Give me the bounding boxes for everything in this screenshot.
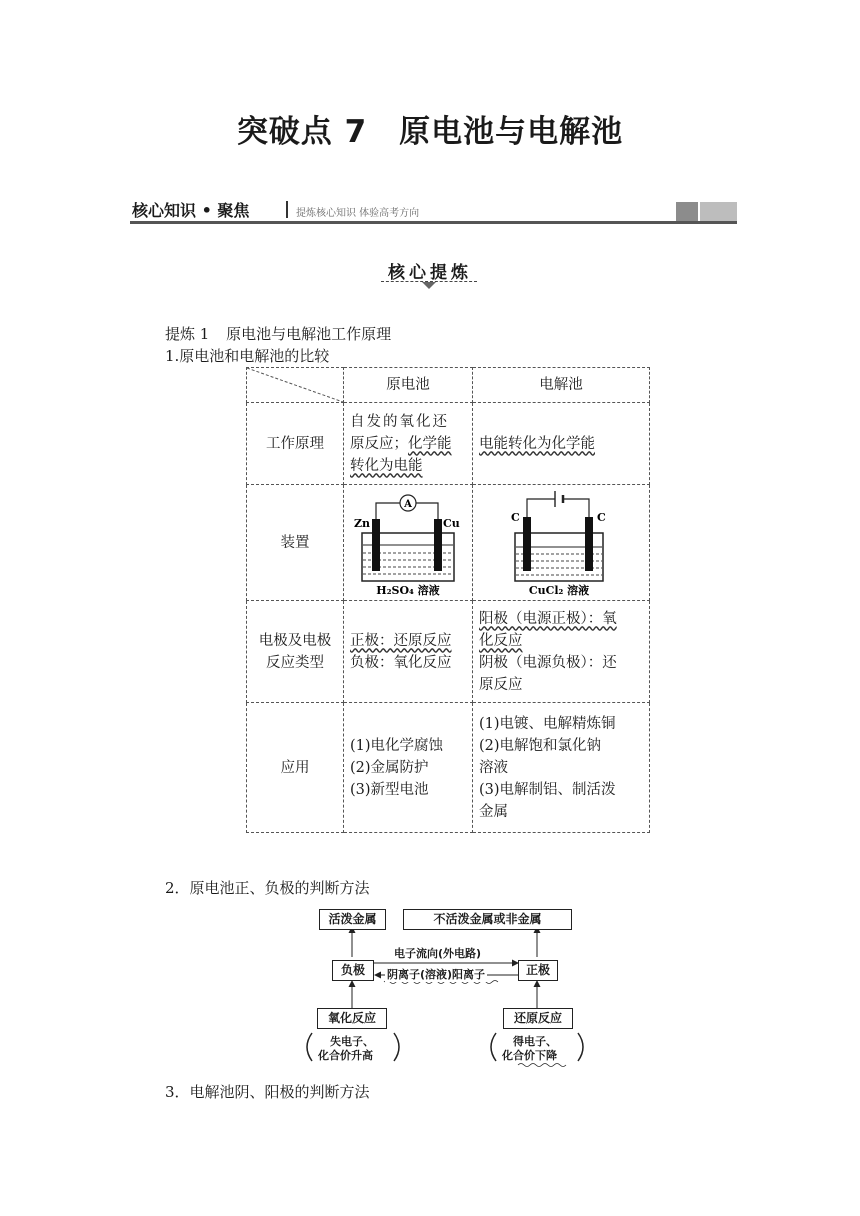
- text-line: 负极：氧化反应: [350, 654, 452, 671]
- list-item: (2)金属防护: [350, 759, 429, 776]
- list-item: (2)电解饱和氯化钠: [479, 737, 602, 754]
- text-line: 自发的氧化还: [350, 413, 449, 430]
- box-inactive-metal: 不活泼金属或非金属: [403, 909, 572, 930]
- comparison-table: [246, 367, 650, 833]
- decor-block-light: [700, 202, 737, 221]
- refine-text: 原电池与电解池工作原理: [226, 325, 392, 343]
- box-oxidation: 氧化反应: [317, 1008, 387, 1029]
- section-rule: [130, 221, 737, 224]
- solution-label: CuCl₂ 溶液: [528, 583, 590, 597]
- list-item: (1)电镀、电解精炼铜: [479, 715, 616, 732]
- cell-electrolytic-principle: [473, 403, 650, 485]
- core-heading-arrow-icon: [422, 282, 436, 289]
- electrode-label: C: [511, 510, 520, 524]
- text-line: 反应类型: [266, 654, 324, 671]
- list-item: 金属: [479, 803, 508, 820]
- list-item: (1)电化学腐蚀: [350, 737, 444, 754]
- list-item: (3)新型电池: [350, 781, 429, 798]
- electrolytic-cell-diagram: [473, 487, 645, 599]
- ammeter-label: A: [404, 498, 412, 510]
- section-title: 核心知识 • 聚焦: [132, 201, 250, 220]
- label-electron-flow: 电子流向(外电路): [394, 947, 482, 960]
- table-row-device: [247, 485, 650, 601]
- text-line: 阴极（电源负极）：还: [479, 654, 617, 671]
- diagonal-line: [247, 368, 343, 402]
- table-corner-cell: [247, 368, 344, 403]
- header-electrolytic: 电解池: [473, 368, 650, 403]
- text-line-underlined: 正极：还原反应: [350, 632, 452, 649]
- table-row-principle: [247, 403, 650, 485]
- cell-electrolytic-device: [473, 485, 650, 601]
- list-item: (3)电解制铝、制活泼: [479, 781, 616, 798]
- item-3-heading: 3．电解池阴、阳极的判断方法: [165, 1083, 370, 1101]
- electrode-label: Cu: [443, 516, 460, 530]
- table-row-application: [247, 703, 650, 833]
- label-ion-flow: 阴离子(溶液)阳离子: [387, 968, 486, 981]
- item-1-heading: 1.原电池和电解池的比较: [165, 347, 330, 365]
- text-line-underlined: 转化为电能: [350, 457, 423, 474]
- cell-galvanic-electrode: [344, 601, 473, 703]
- cell-electrolytic-electrode: [473, 601, 650, 703]
- item-2-heading: 2．原电池正、负极的判断方法: [165, 879, 370, 897]
- text-line: 电极及电极: [258, 632, 332, 649]
- cell-galvanic-application: [344, 703, 473, 833]
- table-row-electrode: [247, 601, 650, 703]
- note-reduction-1: 得电子、: [513, 1035, 557, 1048]
- table-header-row: [247, 368, 650, 403]
- box-negative: 负极: [332, 960, 374, 981]
- text-fragment: 原反应；: [350, 435, 408, 452]
- text-fragment-underlined: 化学能: [408, 435, 452, 452]
- solution-label: H₂SO₄ 溶液: [376, 583, 440, 597]
- text-line-underlined: 化反应: [479, 632, 523, 649]
- decor-block-dark: [676, 202, 698, 221]
- list-item: 溶液: [479, 759, 508, 776]
- text-line-underlined: 电能转化为化学能: [479, 435, 595, 452]
- cell-galvanic-device: [344, 485, 473, 601]
- row-label-electrode: [247, 601, 344, 703]
- page-title: 突破点 7 原电池与电解池: [236, 114, 624, 150]
- note-reduction-2: 化合价下降: [502, 1049, 557, 1062]
- section-subtitle: 提炼核心知识 体验高考方向: [296, 208, 420, 219]
- box-positive: 正极: [518, 960, 558, 981]
- row-label-application: 应用: [247, 703, 344, 833]
- note-oxidation-2: 化合价升高: [318, 1049, 373, 1062]
- note-oxidation-1: 失电子、: [330, 1035, 374, 1048]
- galvanic-cell-diagram: [344, 487, 472, 599]
- section-bar: [130, 198, 737, 224]
- text-line: 原反应: [479, 676, 523, 693]
- row-label-device: 装置: [247, 485, 344, 601]
- cell-electrolytic-application: [473, 703, 650, 833]
- box-reduction: 还原反应: [503, 1008, 573, 1029]
- text-line-underlined: 阳极（电源正极）：氧: [479, 610, 617, 627]
- cell-galvanic-principle: [344, 403, 473, 485]
- electrode-label: Zn: [354, 516, 371, 530]
- header-galvanic: 原电池: [344, 368, 473, 403]
- box-active-metal: 活泼金属: [319, 909, 386, 930]
- refine-label: 提炼 1: [165, 325, 210, 343]
- text-line: [350, 433, 466, 455]
- electrode-label: C: [597, 510, 606, 524]
- core-heading: 核心提炼: [388, 263, 472, 283]
- section-divider: [286, 201, 288, 218]
- refine-heading: [165, 323, 391, 344]
- row-label-principle: 工作原理: [247, 403, 344, 485]
